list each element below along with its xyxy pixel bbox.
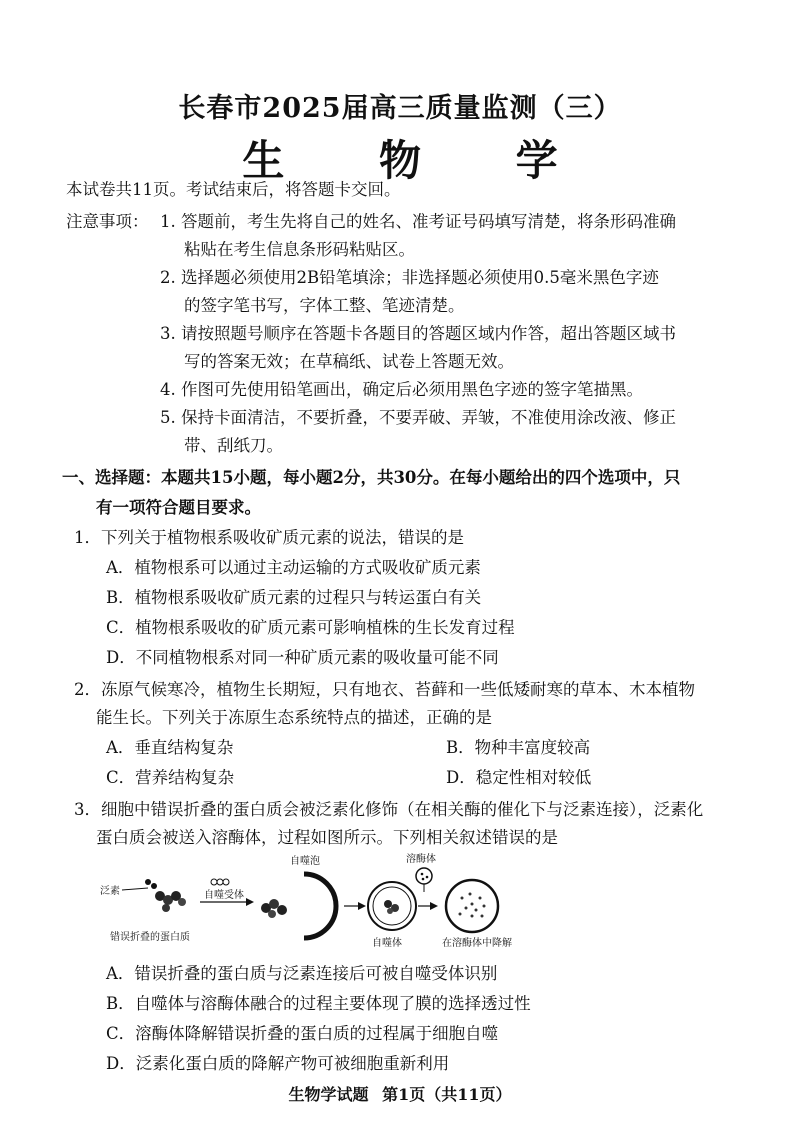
arrow-2-head <box>358 902 366 910</box>
page-footer <box>0 1082 800 1105</box>
notice-item-3: 3. 请按照题号顺序在答题卡各题目的答题区域内作答，超出答题区域书 <box>160 324 676 343</box>
footer-subject: 生物学试题 <box>288 1085 369 1104</box>
notice-item-1: 1. 答题前，考生先将自己的姓名、准考证号码填写清楚，将条形码准确 <box>160 212 676 231</box>
notice-item-5: 5. 保持卡面清洁，不要折叠，不要弄破、弄皱，不准使用涂改液、修正 <box>160 408 676 427</box>
degradation-lysosome-icon <box>446 880 498 932</box>
q3-option-a: A．错误折叠的蛋白质与泛素连接后可被自噬受体识别 <box>106 964 498 983</box>
enclosed-protein-icon <box>384 900 399 914</box>
footer-page-number: 第1页（共11页） <box>382 1085 512 1104</box>
q3-autophagy-diagram <box>96 852 516 952</box>
q3-option-b: B．自噬体与溶酶体融合的过程主要体现了膜的选择透过性 <box>106 994 531 1013</box>
q1-stem: 1．下列关于植物根系吸收矿质元素的说法，错误的是 <box>74 528 464 547</box>
notice-item-3-cont: 写的答案无效；在草稿纸、试卷上答题无效。 <box>184 352 514 371</box>
receptor-icon <box>211 879 229 885</box>
q2-option-d: D．稳定性相对较低 <box>446 768 592 787</box>
fig-label-ubiquitin: 泛素 <box>100 886 120 897</box>
q2-option-a: A．垂直结构复杂 <box>106 738 234 757</box>
notice-item-4: 4. 作图可先使用铅笔画出，确定后必须用黑色字迹的签字笔描黑。 <box>160 380 643 399</box>
notice-item-5-cont: 带、刮纸刀。 <box>184 436 283 455</box>
fig-label-autophagosome: 自噬体 <box>372 938 402 949</box>
notice-item-2: 2. 选择题必须使用2B铅笔填涂；非选择题必须使用0.5毫米黑色字迹 <box>160 268 659 287</box>
arrow-3-head <box>430 902 438 910</box>
q3-stem-line2: 蛋白质会被送入溶酶体，过程如图所示。下列相关叙述错误的是 <box>96 828 558 847</box>
section-heading-line2: 有一项符合题目要求。 <box>96 498 261 517</box>
notice-item-1-cont: 粘贴在考生信息条形码粘贴区。 <box>184 240 415 259</box>
lysosome-icon <box>416 868 432 884</box>
q3-option-c: C．溶酶体降解错误折叠的蛋白质的过程属于细胞自噬 <box>106 1024 499 1043</box>
q2-option-c: C．营养结构复杂 <box>106 768 235 787</box>
fig-label-degraded: 在溶酶体中降解 <box>442 938 512 949</box>
fig-label-misfolded: 错误折叠的蛋白质 <box>110 932 190 943</box>
q3-stem-line1: 3．细胞中错误折叠的蛋白质会被泛素化修饰（在相关酶的催化下与泛素连接），泛素化 <box>74 800 704 819</box>
section-heading-line1: 一、选择题：本题共15小题，每小题2分，共30分。在每小题给出的四个选项中，只 <box>62 468 681 487</box>
q2-option-b: B．物种丰富度较高 <box>446 738 591 757</box>
q1-option-a: A．植物根系可以通过主动运输的方式吸收矿质元素 <box>106 558 481 577</box>
exam-title: 长春市2025届高三质量监测（三） <box>178 93 622 124</box>
fig-label-lysosome: 溶酶体 <box>406 854 436 865</box>
q1-option-d: D．不同植物根系对同一种矿质元素的吸收量可能不同 <box>106 648 499 667</box>
phagophore-membrane <box>304 874 336 938</box>
fig-label-receptor: 自噬受体 <box>204 890 244 901</box>
notice-item-2-cont: 的签字笔书写，字体工整、笔迹清楚。 <box>184 296 465 315</box>
notice-label: 注意事项： <box>66 212 149 231</box>
q3-option-d: D．泛素化蛋白质的降解产物可被细胞重新利用 <box>106 1054 450 1073</box>
q1-option-b: B．植物根系吸收矿质元素的过程只与转运蛋白有关 <box>106 588 482 607</box>
intro-text: 本试卷共11页。考试结束后，将答题卡交回。 <box>66 180 401 199</box>
subject-title: 生 物 学 <box>242 136 598 185</box>
q2-stem-line1: 2．冻原气候寒冷，植物生长期短，只有地衣、苔藓和一些低矮耐寒的草本、木本植物 <box>74 680 695 699</box>
fig-label-vesicle: 自噬泡 <box>290 856 320 867</box>
ubiquitin-pointer <box>122 888 148 890</box>
misfolded-protein-icon <box>145 879 186 912</box>
q1-option-c: C．植物根系吸收的矿质元素可影响植株的生长发育过程 <box>106 618 515 637</box>
arrow-1-head <box>246 898 254 906</box>
tagged-protein-icon <box>261 899 287 918</box>
degradation-fragments <box>459 893 486 918</box>
q2-stem-line2: 能生长。下列关于冻原生态系统特点的描述，正确的是 <box>96 708 492 727</box>
